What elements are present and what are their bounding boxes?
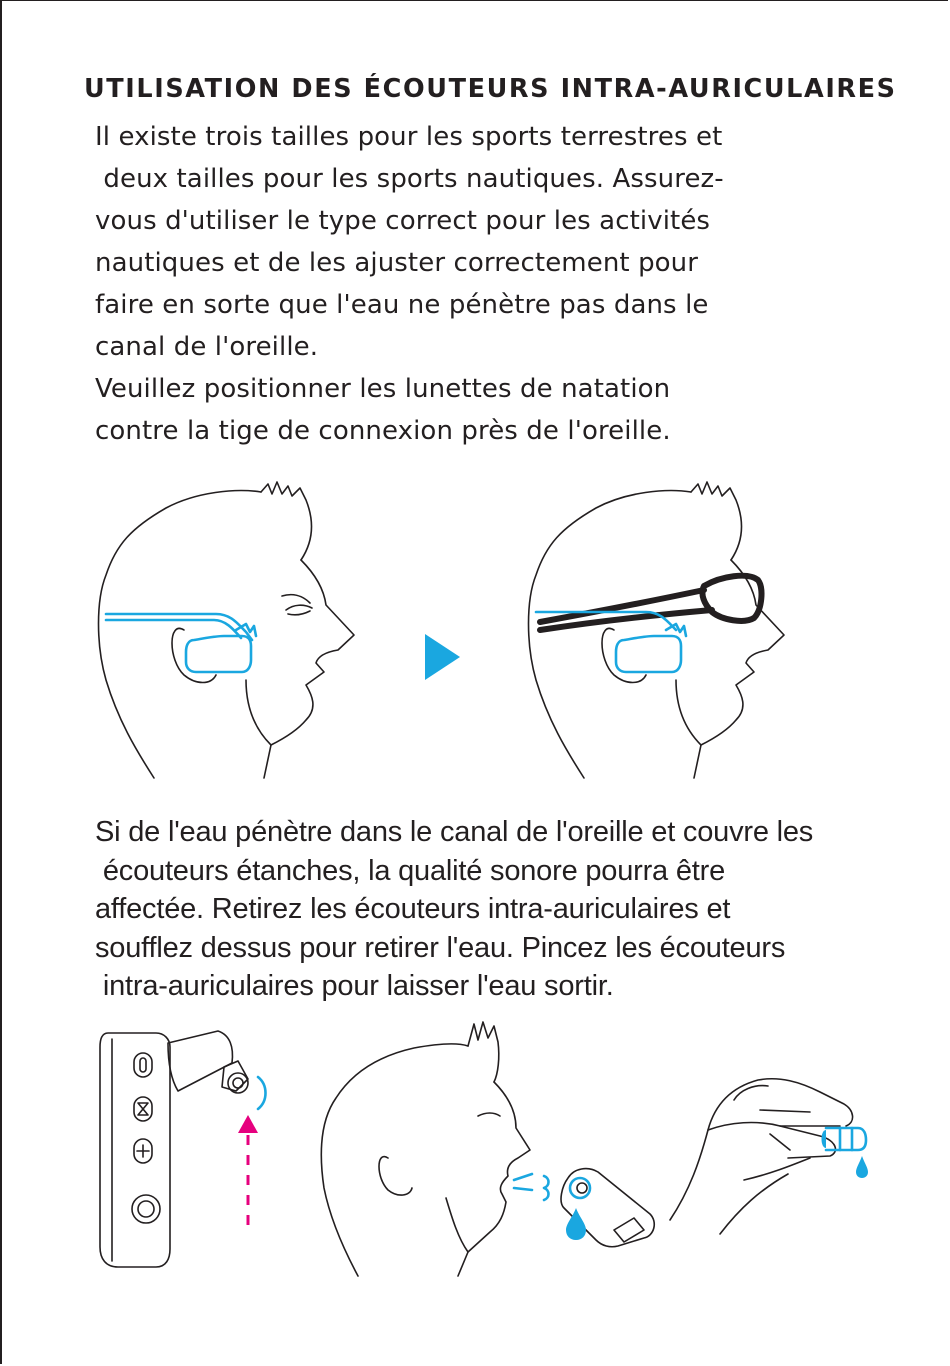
page-heading: UTILISATION DES ÉCOUTEURS INTRA-AURICULAIRES (84, 74, 897, 104)
intro-line: faire en sorte que l'eau ne pénètre pas dans le (95, 290, 709, 320)
intro-line: Il existe trois tailles pour les sports terrestres et (95, 122, 723, 152)
intro-line: canal de l'oreille. (95, 332, 319, 362)
intro-line: deux tailles pour les sports nautiques. Assurez- (95, 164, 724, 194)
water-line: soufflez dessus pour retirer l'eau. Pincez les écouteurs (95, 931, 786, 964)
intro-line: contre la tige de connexion près de l'oreille. (95, 416, 671, 446)
head-earphone-illustration (96, 480, 366, 780)
head-goggles-illustration (526, 480, 796, 780)
water-paragraph (95, 813, 813, 1006)
blowing-illustration (318, 1018, 658, 1278)
intro-line: vous d'utiliser le type correct pour les activités (95, 206, 711, 236)
earphone-device-illustration (98, 1025, 278, 1275)
intro-line: Veuillez positionner les lunettes de natation (95, 374, 671, 404)
intro-paragraph (95, 116, 724, 452)
play-triangle-icon (425, 634, 461, 680)
pinching-hand-illustration (660, 1070, 880, 1240)
water-line: intra-auriculaires pour laisser l'eau sortir. (95, 970, 614, 1002)
intro-line: nautiques et de les ajuster correctement pour (95, 248, 699, 278)
water-line: Si de l'eau pénètre dans le canal de l'oreille et couvre les (95, 816, 814, 848)
water-line: écouteurs étanches, la qualité sonore pourra être (95, 854, 726, 887)
water-line: affectée. Retirez les écouteurs intra-auriculaires et (95, 893, 731, 925)
